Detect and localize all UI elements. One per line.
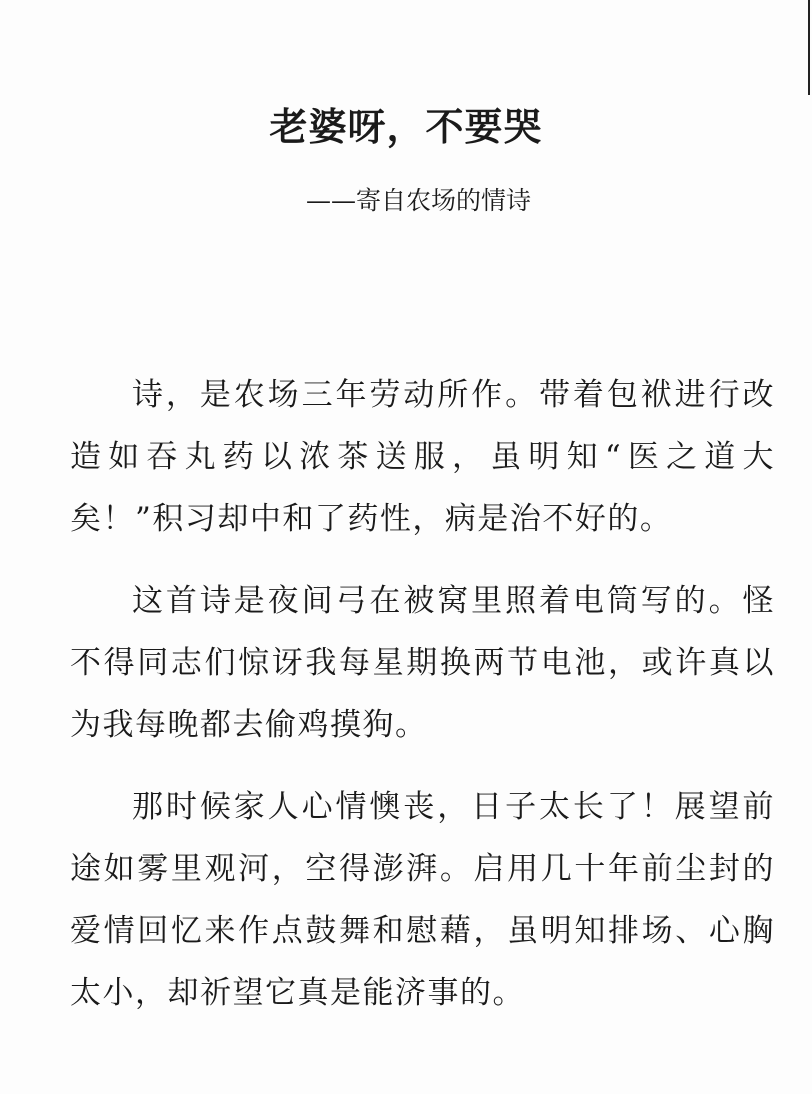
preface-paragraph-2: 这首诗是夜间弓在被窝里照着电筒写的。怪不得同志们惊讶我每星期换两节电池，或许真以为我每晚都去偷鸡摸狗。	[70, 583, 775, 743]
preface-body	[70, 364, 775, 1024]
poem-title: 老婆呀，不要哭	[269, 104, 543, 149]
page-edge-line	[808, 0, 810, 95]
poem-subtitle: ——寄自农场的情诗	[306, 186, 532, 215]
preface-paragraph-3: 那时候家人心情懊丧，日子太长了！展望前途如雾里观河，空得澎湃。启用几十年前尘封的爱情回忆来作点鼓舞和慰藉，虽明知排场、心胸太小，却祈望它真是能济事的。	[70, 789, 775, 1011]
preface-paragraph-1: 诗，是农场三年劳动所作。带着包袱进行改造如吞丸药以浓茶送服，虽明知“医之道大矣！”积习却中和了药性，病是治不好的。	[70, 377, 775, 537]
